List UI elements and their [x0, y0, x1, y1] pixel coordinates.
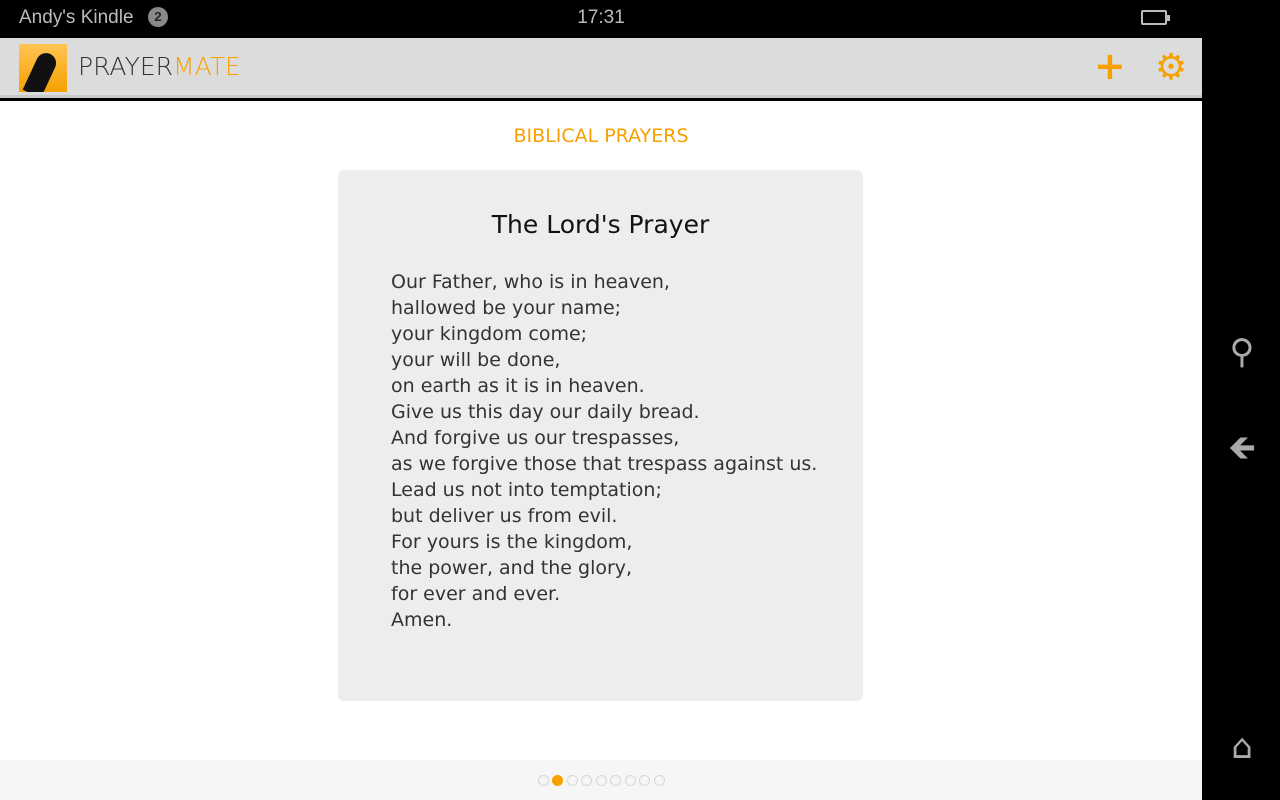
prayer-line: your will be done, — [391, 349, 561, 371]
page-dot[interactable] — [552, 775, 563, 786]
prayer-title: The Lord's Prayer — [491, 210, 710, 239]
status-bar — [0, 0, 1202, 38]
system-nav — [1202, 0, 1280, 800]
back-arrow-icon[interactable]: 🡸 — [1228, 428, 1256, 468]
device-name: Andy's Kindle — [19, 7, 134, 28]
prayer-line: but deliver us from evil. — [391, 505, 618, 527]
notification-badge[interactable]: 2 — [148, 7, 168, 27]
prayer-text — [391, 269, 863, 633]
prayer-line: your kingdom come; — [391, 323, 588, 345]
page-dot[interactable] — [654, 775, 665, 786]
home-icon[interactable]: ⌂ — [1231, 727, 1253, 767]
prayer-card[interactable] — [338, 170, 863, 701]
brand-prayer: PRAYER — [78, 52, 174, 81]
page-dot[interactable] — [639, 775, 650, 786]
page-dot[interactable] — [567, 775, 578, 786]
prayer-line: hallowed be your name; — [391, 297, 622, 319]
battery-icon — [1141, 10, 1167, 25]
search-icon[interactable]: ⚲ — [1229, 332, 1255, 372]
add-icon[interactable]: + — [1094, 44, 1126, 88]
app-logo — [19, 44, 67, 92]
app-title — [78, 52, 241, 81]
category-title: BIBLICAL PRAYERS — [513, 125, 689, 147]
brand-mate: MATE — [173, 52, 241, 81]
prayer-line: the power, and the glory, — [391, 557, 633, 579]
prayer-line: And forgive us our trespasses, — [391, 427, 680, 449]
praying-hands-icon — [23, 50, 60, 92]
prayer-line: Our Father, who is in heaven, — [391, 271, 670, 293]
prayer-line: Give us this day our daily bread. — [391, 401, 700, 423]
page-dot[interactable] — [625, 775, 636, 786]
prayer-line: Lead us not into temptation; — [391, 479, 662, 501]
page-dot[interactable] — [538, 775, 549, 786]
gear-icon[interactable]: ⚙ — [1154, 47, 1188, 88]
page-dot[interactable] — [596, 775, 607, 786]
page-dot[interactable] — [581, 775, 592, 786]
content — [0, 101, 1202, 760]
prayer-line: for ever and ever. — [391, 583, 561, 605]
prayer-line: For yours is the kingdom, — [391, 531, 633, 553]
app-bar — [0, 38, 1202, 98]
prayer-line: on earth as it is in heaven. — [391, 375, 645, 397]
page-dot[interactable] — [610, 775, 621, 786]
clock: 17:31 — [577, 7, 625, 28]
page-indicator — [0, 760, 1202, 800]
prayer-line: as we forgive those that trespass against us. — [391, 453, 818, 475]
prayer-line: Amen. — [391, 609, 453, 631]
